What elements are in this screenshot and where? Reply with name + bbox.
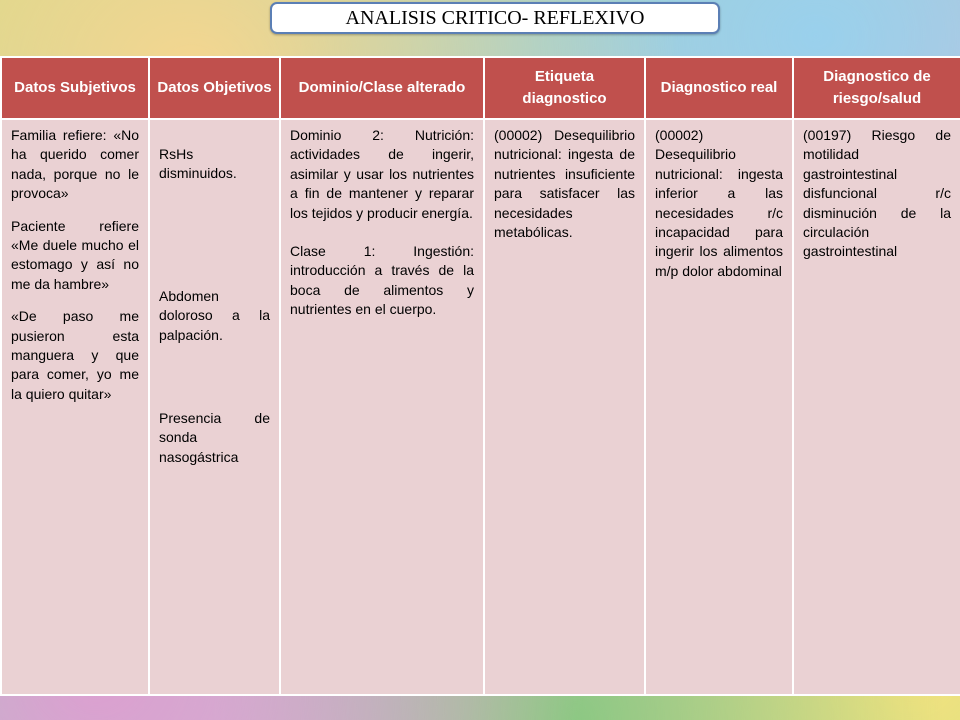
objetivo-abdomen: Abdomen doloroso a la palpación. (159, 287, 270, 343)
objetivo-sonda: Presencia de sonda nasogástrica (159, 410, 270, 465)
title-box (270, 2, 720, 34)
etiqueta-text: (00002) Desequilibrio nutricional: ingesta de nutrientes insuficiente para satisfacer las necesidades metabólicas. (494, 127, 635, 241)
header-diagnostico-riesgo: Diagnostico de riesgo/salud (793, 57, 960, 119)
page-title: ANALISIS CRITICO- REFLEXIVO (345, 6, 645, 29)
header-datos-objetivos: Datos Objetivos (149, 57, 280, 119)
clase-text: Clase 1: Ingestión: introducción a través de la boca de alimentos y nutrientes en el cuerpo. (290, 243, 474, 318)
cell-diagnostico-real (645, 119, 793, 695)
cell-etiqueta-diagnostico (484, 119, 645, 695)
header-datos-subjetivos: Datos Subjetivos (1, 57, 149, 119)
cell-dominio-clase (280, 119, 484, 695)
subjetivo-paciente: Paciente refiere «Me duele mucho el estomago y así no me da hambre» (11, 217, 139, 292)
table-row (1, 119, 960, 695)
diagnostico-riesgo-text: (00197) Riesgo de motilidad gastrointestinal disfuncional r/c disminución de la circulación gastrointestinal (803, 127, 951, 260)
cell-datos-objetivos (149, 119, 280, 695)
cell-datos-subjetivos (1, 119, 149, 695)
subjetivo-familia: Familia refiere: «No ha querido comer nada, porque no le provoca» (11, 127, 139, 202)
header-etiqueta-diagnostico: Etiqueta diagnostico (484, 57, 645, 119)
header-diagnostico-real: Diagnostico real (645, 57, 793, 119)
table-header-row (1, 57, 960, 119)
analysis-table (0, 56, 960, 696)
dominio-text: Dominio 2: Nutrición: actividades de ingerir, asimilar y usar los nutrientes a fin de mantener y reparar los tejidos y producir energía. (290, 127, 474, 221)
header-dominio-clase: Dominio/Clase alterado (280, 57, 484, 119)
objetivo-rshs: RsHs disminuidos. (159, 146, 237, 182)
diagnostico-real-text: (00002) Desequilibrio nutricional: ingesta inferior a las necesidades r/c incapacidad para ingerir los alimentos m/p dolor abdominal (655, 127, 783, 279)
subjetivo-manguera: «De paso me pusieron esta manguera y que para comer, yo me la quiero quitar» (11, 308, 139, 402)
cell-diagnostico-riesgo (793, 119, 960, 695)
